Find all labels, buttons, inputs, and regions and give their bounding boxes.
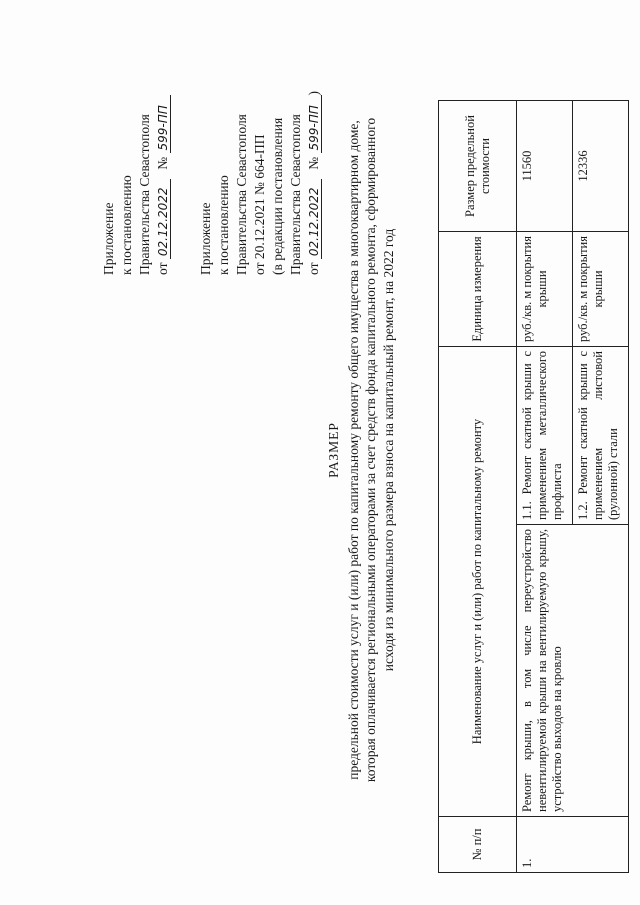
- document-heading: [325, 25, 397, 875]
- header-service: Наименование услуг и (или) работ по капитальному ремонту: [439, 347, 517, 817]
- row-num: 1.: [517, 817, 629, 873]
- heading-line: которая оплачивается региональными операторами за счет средств фонда капитального ремонта, сформированного: [363, 117, 378, 783]
- row-sub-service: 1.2. Ремонт скатной крыши с применением листовой (рулонной) стали: [573, 347, 629, 525]
- appendix-line: Приложение: [198, 202, 213, 275]
- appendix-line: Правительства Севастополя: [288, 114, 303, 275]
- appendix-block-previous: [197, 25, 323, 275]
- closing-paren: ): [306, 91, 321, 96]
- handwritten-date: 02.12.2022: [156, 179, 171, 259]
- date-prefix: от: [155, 262, 170, 275]
- handwritten-number: 599-ПП: [307, 96, 322, 154]
- row-value: 12336: [573, 101, 629, 232]
- date-prefix: от: [306, 262, 321, 275]
- header-unit: Единица измерения: [439, 232, 517, 347]
- appendix-line: к постановлению: [216, 175, 231, 275]
- row-unit: руб./кв. м покрытия крыши: [573, 232, 629, 347]
- heading-title: РАЗМЕР: [326, 422, 341, 478]
- row-sub-service: 1.1. Ремонт скатной крыши с применением металлического профлиста: [517, 347, 573, 525]
- cost-table: [438, 100, 629, 873]
- table-header-row: [439, 101, 517, 873]
- row-value: 11560: [517, 101, 573, 232]
- appendix-block-current: [100, 25, 172, 275]
- appendix-line: от 20.12.2021 № 664-ПП: [252, 134, 267, 275]
- row-unit: руб./кв. м покрытия крыши: [517, 232, 573, 347]
- header-num: № п/п: [439, 817, 517, 873]
- handwritten-number: 599-ПП: [156, 96, 171, 154]
- heading-line: исходя из минимального размера взноса на капитальный ремонт, на 2022 год: [380, 228, 396, 672]
- number-label: №: [306, 156, 321, 170]
- handwritten-date: 02.12.2022: [307, 179, 322, 259]
- appendix-date-line: [305, 25, 323, 275]
- appendix-line: Правительства Севастополя: [234, 114, 249, 275]
- table-row: [517, 101, 573, 873]
- header-limit: Размер предельной стоимости: [439, 101, 517, 232]
- appendix-line: (в редакции постановления: [270, 117, 285, 275]
- number-label: №: [155, 156, 170, 170]
- appendix-line: Правительства Севастополя: [137, 114, 152, 275]
- appendix-date-line: [154, 25, 172, 275]
- appendix-line: Приложение: [101, 202, 116, 275]
- row-service: Ремонт крыши, в том числе переустройство невентилируемой крыши на вентилируемую крышу, устройство выходов на кровлю: [517, 525, 629, 817]
- heading-line: предельной стоимости услуг и (или) работ по капитальному ремонту общего имущества в многоквартирном доме,: [345, 120, 361, 780]
- appendix-line: к постановлению: [119, 175, 134, 275]
